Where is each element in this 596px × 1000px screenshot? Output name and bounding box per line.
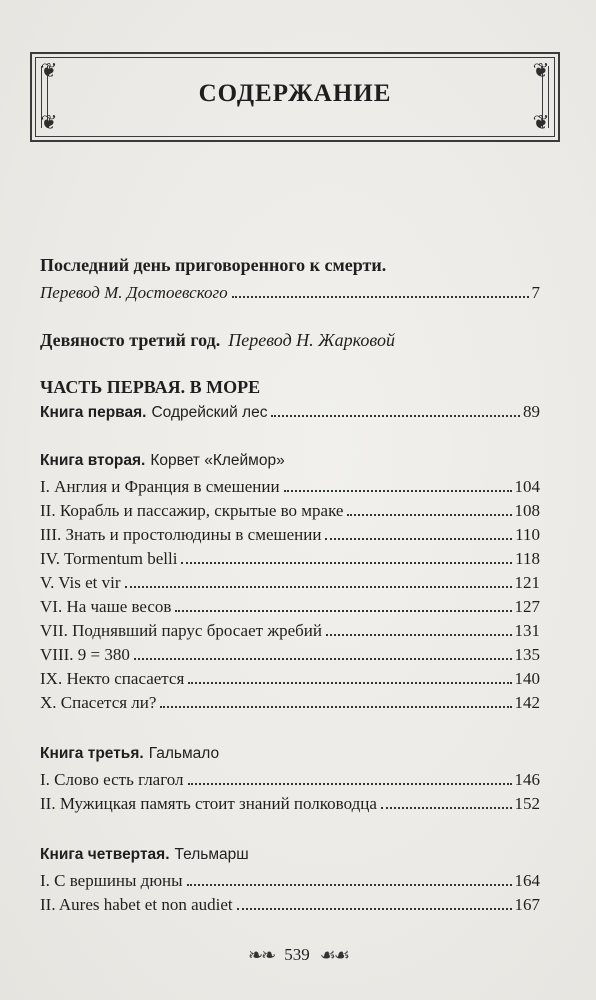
book-title: Содрейский лес	[151, 404, 268, 421]
toc-entry	[40, 770, 540, 790]
book-label: Книга третья.	[40, 745, 144, 762]
toc-entry	[40, 693, 540, 713]
dot-leader	[232, 296, 529, 298]
toc-entry-title: VII. Поднявший парус бросает жребий	[40, 621, 322, 640]
page-title: СОДЕРЖАНИЕ	[198, 80, 392, 107]
dot-leader	[347, 514, 511, 516]
dot-leader	[187, 884, 512, 886]
dot-leader	[237, 908, 512, 910]
toc-entry-title: Перевод М. Достоевского	[40, 283, 228, 302]
toc-entry	[40, 871, 540, 891]
title-frame	[30, 52, 560, 142]
dot-leader	[381, 807, 512, 809]
toc-entry-title: VIII. 9 = 380	[40, 645, 130, 664]
toc-entry	[40, 573, 540, 593]
toc-entry	[40, 846, 540, 864]
part-title: ЧАСТЬ ПЕРВАЯ. В МОРЕ	[40, 377, 261, 397]
toc-entry	[40, 477, 540, 497]
book-title: Корвет «Клеймор»	[150, 452, 285, 469]
toc-entry-title: V. Vis et vir	[40, 573, 121, 592]
toc-entry-title: I. С вершины дюны	[40, 871, 183, 890]
toc-entry-title: II. Мужицкая память стоит знаний полководца	[40, 794, 377, 813]
dot-leader	[271, 415, 520, 417]
frame-corner-ornament-icon: ❦	[532, 112, 550, 134]
toc-entry-title: III. Знать и простолюдины в смешении	[40, 525, 322, 544]
toc-entry	[40, 402, 540, 422]
toc-entry	[40, 501, 540, 521]
toc-entry-title: X. Спасется ли?	[40, 693, 157, 712]
dot-leader	[181, 562, 512, 564]
toc-entry-title: II. Корабль и пассажир, скрытые во мраке	[40, 501, 344, 520]
footer-ornament-right-icon: ☙☙	[319, 944, 348, 965]
dot-leader	[125, 586, 512, 588]
toc-entry-title: I. Слово есть глагол	[40, 770, 184, 789]
toc-entry-title: Последний день приговоренного к смерти.	[40, 255, 387, 275]
toc-entry	[40, 794, 540, 814]
frame-corner-ornament-icon: ❦	[532, 60, 550, 82]
page-footer	[0, 940, 596, 970]
toc-page-number: 104	[514, 477, 540, 496]
toc-entry-translator: Перевод Н. Жарковой	[228, 330, 395, 350]
dot-leader	[160, 706, 511, 708]
toc-page-number: 152	[514, 794, 540, 813]
footer-page-number: 539	[284, 945, 310, 964]
toc-entry-title: IV. Tormentum belli	[40, 549, 178, 568]
toc-entry	[40, 283, 540, 303]
toc-entry-title: IX. Некто спасается	[40, 669, 185, 688]
toc-page-number: 110	[515, 525, 540, 544]
toc-entry	[40, 597, 540, 617]
toc-page-number: 7	[531, 283, 540, 302]
toc-page-number: 142	[514, 693, 540, 712]
book-title: Тельмарш	[174, 846, 249, 863]
footer-ornament-left-icon: ❧❧	[248, 944, 275, 965]
toc-page-number: 127	[514, 597, 540, 616]
toc-entry-title: I. Англия и Франция в смешении	[40, 477, 280, 496]
toc-page-number: 118	[515, 549, 540, 568]
dot-leader	[175, 610, 511, 612]
toc-entry	[40, 645, 540, 665]
toc-entry-title: VI. На чаше весов	[40, 597, 172, 616]
toc-page-number: 108	[514, 501, 540, 520]
dot-leader	[134, 658, 512, 660]
toc-entry	[40, 330, 540, 351]
toc-entry	[40, 452, 540, 470]
frame-corner-ornament-icon: ❦	[40, 60, 58, 82]
frame-corner-ornament-icon: ❦	[40, 112, 58, 134]
dot-leader	[325, 538, 512, 540]
part-heading	[40, 377, 540, 398]
toc-entry	[40, 255, 540, 276]
toc-page-number: 140	[514, 669, 540, 688]
toc-entry	[40, 621, 540, 641]
toc-entry	[40, 669, 540, 689]
toc-page-number: 167	[514, 895, 540, 914]
book-label: Книга первая.	[40, 404, 147, 421]
dot-leader	[188, 682, 511, 684]
toc-entry	[40, 745, 540, 763]
toc-page-number: 89	[523, 402, 540, 421]
toc-page-number: 131	[514, 621, 540, 640]
toc-page-number: 164	[514, 871, 540, 890]
toc-entry	[40, 525, 540, 545]
book-label: Книга четвертая.	[40, 846, 170, 863]
dot-leader	[284, 490, 512, 492]
toc-entry-title: Девяносто третий год.	[40, 330, 221, 350]
toc-entry	[40, 895, 540, 915]
book-title: Гальмало	[148, 745, 220, 762]
toc-entry-title: II. Aures habet et non audiet	[40, 895, 233, 914]
toc-page-number: 121	[514, 573, 540, 592]
dot-leader	[188, 783, 512, 785]
book-label: Книга вторая.	[40, 452, 146, 469]
toc-page-number: 146	[514, 770, 540, 789]
toc-entry	[40, 549, 540, 569]
dot-leader	[326, 634, 512, 636]
toc-page-number: 135	[514, 645, 540, 664]
